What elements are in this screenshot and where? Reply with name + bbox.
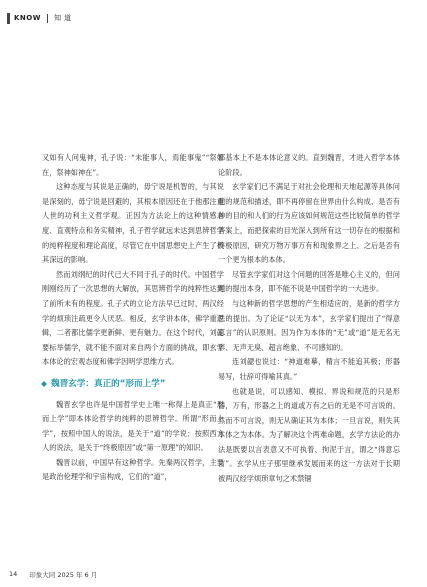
header-bar-decoration [7, 13, 10, 24]
header-section-cn: 知道 [53, 14, 74, 22]
right-paragraph-5: 连刘勰也说过：“神道难摹，精言不能追其极；形器易写，壮辞可得喻其真。” [218, 357, 400, 381]
page-footer [9, 570, 97, 579]
right-paragraph-2: 玄学家们已不满足于对社会伦理和天地起源等具体问题的规范和描述，即不再停留在世界由什么构成、是否有神的目的和人们的行为应该如何规范这些比较简单的哲学答案上，而把探索的目光深入到所有这一切存在的根据和终极原因，研究万物万事万有和现象界之上、之后是否有一个更为根本的本体。 [218, 182, 400, 265]
section-subheading-text: 魏晋玄学：真正的“形而上学” [51, 378, 166, 389]
left-paragraph-1: 又如有人问鬼神，孔子说：“未能事人，焉能事鬼”“祭如在，祭神如神在”。 [42, 153, 224, 177]
header-divider [47, 14, 48, 23]
right-paragraph-3: 尽管玄学家们对这个问题的回答是唯心主义的，但问题的提出本身，即不能不说是中国哲学的一大进步。 [218, 269, 400, 294]
right-paragraph-4: 与这种新的哲学思想的产生相适应的，是新的哲学方法的提出。为了论证“以无为本”，玄学家们提出了“得意忘言”的认识原则。因为作为本体的“无”或“道”是无名无形、无声无臭、超言绝象、不可感知的。 [218, 298, 400, 352]
header-section-en: KNOW [14, 14, 41, 22]
left-paragraph-4: 魏晋玄学也许是中国哲学史上唯一称得上是真正“形而上学”即本体论哲学的纯粹的思辨哲学。所谓“形而上学”，按照中国人的说法，是关于“道”的学说；按照西方人的说法，是关于“终极原因”或“第一原理”的知识。 [42, 399, 224, 453]
left-paragraph-3: 然而刘纲纪的时代已大不同于孔子的时代。中国哲学刚刚经历了一次思想的大解放，其思辨哲学的纯粹性达到了前所未有的程度。孔子式的立论方法早已过时，两汉经学的烦琐注疏更令人厌恶。相反，玄学讲本体，佛学重逻辑，二者都比儒学更新鲜、更有魅力。在这个时代，刘勰要标举儒学，就不能不面对来自两个方面的挑战，即玄学本体论的宏观态度和佛学因明学思维方式。 [42, 269, 224, 367]
left-paragraph-2: 这种态度与其说是正确的，毋宁说是机智的，与其说是深刻的，毋宁说是回避的，其根本原因还在于他那注重人世的功利主义哲学观。正因为方法论上的这种情感态度、直观特点和务实精神，孔子哲学就远未达到思辨哲学的纯粹程度和理论高度，尽管它在中国思想史上产生了极其深远的影响。 [42, 182, 224, 265]
magazine-issue: 印象大同 2025 年 6 月 [29, 571, 98, 579]
left-column [42, 151, 224, 485]
page-header [7, 8, 74, 28]
right-column [218, 151, 400, 487]
diamond-bullet-icon [41, 381, 47, 387]
right-paragraph-6: 也就是说，可以感知、模拟、界说和规范的只是形器，万有，形器之上的道或万有之后的无是不可言说的。然而不可言说，则无从确证其为本体；一旦言说，则失其本体之为本体。为了解决这个两难命题，玄学方法论的办法是既要以言表意又不可执着、拘泥于言，谓之“得意忘言”。玄学从庄子那里继承发展而来的这一方法对于长期被两汉经学烦琐章句之术禁锢 [218, 386, 400, 484]
page-number: 14 [9, 570, 18, 578]
section-subheading [42, 377, 224, 392]
right-paragraph-1: 都基本上不是本体论意义的。直到魏晋，才进入哲学本体论阶段。 [218, 153, 400, 177]
left-paragraph-5: 魏晋以前，中国早有这种哲学。先秦两汉哲学，主要是政治伦理学和宇宙构成，它们的“道”， [42, 457, 224, 482]
